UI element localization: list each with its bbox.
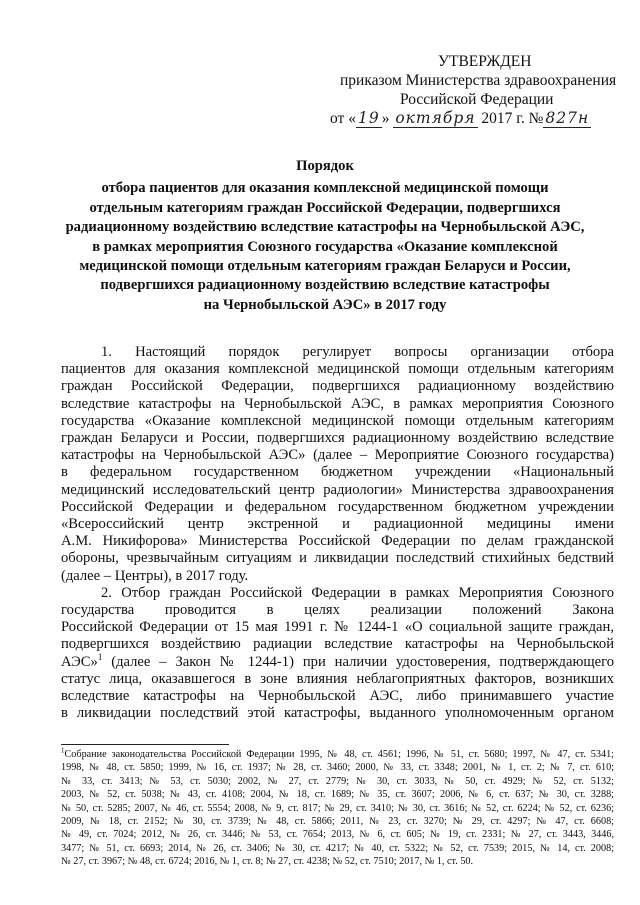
paragraph-1-line: вследствие катастрофы на Чернобыльской АЭС, в рамках мероприятия Союзного [61, 395, 614, 412]
paragraph-1-line: 1. Настоящий порядок регулирует вопросы организации отбора [101, 344, 614, 360]
document-body [61, 344, 614, 722]
heading-line: отдельным категориям граждан Российской Федерации, подвергшихся [89, 199, 561, 216]
footnote-line: № 27, ст. 3967; № 48, ст. 6724; 2016, № 1, ст. 8; № 27, ст. 4238; № 52, ст. 7510; 2017, № 1, ст. 50. [61, 856, 474, 868]
paragraph-2-line: АЭС»$^1$ (далее – Закон № 1244-1) при наличии удостоверения, подтверждающего [61, 651, 614, 670]
paragraph-2-line: вследствие катастрофы на Чернобыльской АЭС, либо принимавшего участие [61, 688, 614, 705]
paragraph-2-line: в ликвидации последствий этой катастрофы, выданного уполномоченным органом [61, 705, 614, 722]
paragraph-1-line: обороны, чрезвычайным ситуациям и ликвидации последствий стихийных бедствий [61, 550, 614, 567]
footnote-line: № 49, ст. 7024; 2012, № 26, ст. 3446; № 53, ст. 7654; 2013, № 6, ст. 605; № 19, ст. 2331; № 27, ст. 3443, 3446, [61, 829, 614, 841]
document-heading [40, 157, 610, 315]
paragraph-1-line: пациентов для оказания комплексной медицинской помощи отдельным категориям [61, 361, 614, 378]
heading-line: отбора пациентов для оказания комплексной медицинской помощи [101, 180, 549, 197]
paragraph-1-line: медицинский исследовательский центр радиологии» Министерства здравоохранения [61, 481, 614, 498]
footnote-reference: 1 [97, 651, 103, 662]
approval-date-line: от « 19 » октября 2017 г. № 827н [330, 109, 590, 127]
approval-title: УТВЕРЖДЕН [438, 53, 532, 70]
heading-line: подвергшихся радиационному воздействию вследствие катастрофы [100, 277, 550, 294]
footnote [61, 748, 614, 869]
paragraph-1-line: А.М. Никифорова» Министерства Российской Федерации по делам гражданской [61, 533, 614, 550]
approval-stamp [318, 52, 630, 128]
paragraph-1-line: государства «Оказание комплексной медицинской помощи отдельным категориям [61, 412, 614, 429]
footnote-line: $^1$Собрание законодательства Российской Федерации 1995, № 48, ст. 4561; 1996, № 51, ст. 5680; 1997, № 47, ст. 5341; [61, 746, 614, 760]
paragraph-2-line: статус лица, оказавшегося в зоне влияния неблагоприятных факторов, возникших [61, 670, 614, 687]
paragraph-1-line: граждан Беларуси и России, подвергшихся радиационному воздействию вследствие [61, 430, 614, 447]
footnote-line: № 50, ст. 5285; 2007, № 46, ст. 5554; 2008, № 9, ст. 817; № 29, ст. 3410; № 30, ст. 3616; № 52, ст. 6224; № 52, ст. 6236; [61, 802, 614, 814]
heading-line: радиационному воздействию вследствие катастрофы на Чернобыльской АЭС, [65, 219, 585, 236]
footnote-line: 2003, № 52, ст. 5038; № 43, ст. 4108; 2004, № 18, ст. 1689; № 35, ст. 3607; 2006, № 6, ст. 637; № 30, ст. 3288; [61, 789, 614, 801]
heading-title: Порядок [296, 158, 354, 174]
footnote-line: 1998, № 48, ст. 5850; 1999, № 16, ст. 1937; № 28, ст. 3460; 2000, № 33, ст. 3348; 2001, № 1, ст. 2; № 7, ст. 610; [61, 762, 614, 774]
paragraph-1-line: (далее – Центры), в 2017 году. [61, 567, 249, 584]
paragraph-1-line: «Всероссийский центр экстренной и радиационной медицины имени [61, 516, 614, 533]
heading-line: медицинской помощи отдельным категориям граждан Беларуси и России, [79, 258, 571, 275]
paragraph-2-line: Российской Федерации от 15 мая 1991 г. № 1244-1 «О социальной защите граждан, [61, 619, 614, 636]
footnote-line: № 33, ст. 3413; № 53, ст. 5030; 2002, № 27, ст. 2779; № 30, ст. 3033, № 50, ст. 4929; № 52, ст. 5132; [61, 775, 614, 787]
handwritten-number: 827н [545, 109, 590, 127]
handwritten-day: 19 [357, 109, 380, 127]
paragraph-1-line: граждан Российской Федерации, подвергшихся радиационному воздействию [61, 378, 614, 395]
paragraph-1-line: Российской Федерации и федеральном государственном бюджетном учреждении [61, 498, 614, 515]
handwritten-month: октября [395, 109, 476, 127]
approval-line-ministry: приказом Министерства здравоохранения [340, 72, 617, 89]
paragraph-2-line: государства проводится в целях реализации положений Закона [61, 602, 614, 619]
paragraph-1-line: в федеральном государственном бюджетном учреждении «Национальный [61, 464, 614, 481]
footnote-divider [61, 744, 229, 745]
heading-line: на Чернобыльской АЭС» в 2017 году [203, 296, 447, 313]
approval-line-federation: Российской Федерации [400, 91, 554, 108]
paragraph-2-line: подвергшихся воздействию радиации вследствие катастрофы на Чернобыльской [61, 636, 614, 653]
footnote-line: 2009, № 18, ст. 2152; № 30, ст. 3739; № 48, ст. 5866; 2011, № 23, ст. 3270; № 29, ст. 4297; № 47, ст. 6608; [61, 816, 614, 828]
paragraph-2-line: 2. Отбор граждан Российской Федерации в рамках Мероприятия Союзного [101, 584, 614, 601]
heading-line: в рамках мероприятия Союзного государства «Оказание комплексной [92, 238, 558, 255]
footnote-marker: 1 [61, 746, 65, 755]
paragraph-1-line: катастрофы на Чернобыльской АЭС» (далее – Мероприятие Союзного государства) [61, 447, 614, 464]
footnote-line: 3477; № 51, ст. 6693; 2014, № 26, ст. 3406; № 30, ст. 4217; № 40, ст. 5322; № 52, ст. 7539; 2015, № 14, ст. 2008; [61, 842, 614, 854]
